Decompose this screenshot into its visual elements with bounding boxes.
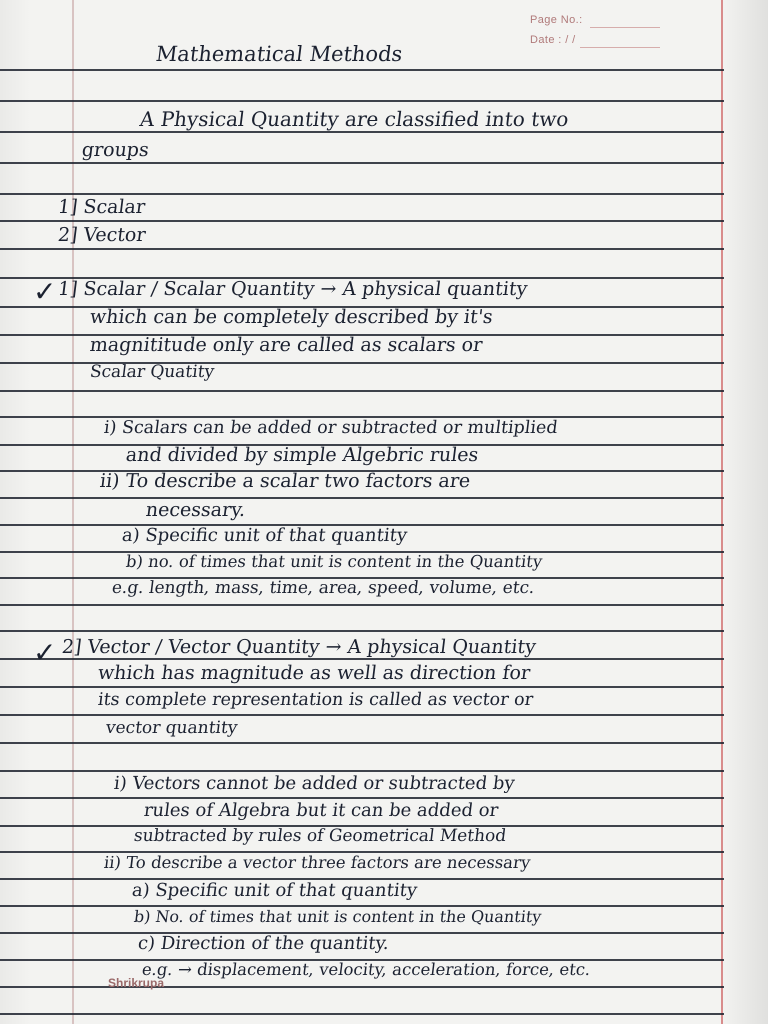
ruled-line xyxy=(0,1013,724,1015)
scalar-point-ii-line-1: ii) To describe a scalar two factors are xyxy=(98,470,472,492)
vector-definition-line-1: 2] Vector / Vector Quantity → A physical Quantity xyxy=(60,636,538,658)
check-mark-icon: ✓ xyxy=(33,636,57,669)
ruled-line xyxy=(0,193,724,195)
scalar-definition-line-2: which can be completely described by it's xyxy=(88,306,495,328)
vector-point-i-line-1: i) Vectors cannot be added or subtracted by xyxy=(112,773,516,794)
ruled-line xyxy=(0,497,724,499)
check-mark-icon: ✓ xyxy=(33,275,57,308)
ruled-line xyxy=(0,604,724,606)
scalar-point-i-line-1: i) Scalars can be added or subtracted or multiplied xyxy=(102,418,559,438)
vector-definition-line-3: its complete representation is called as vector or xyxy=(96,690,535,710)
ruled-line xyxy=(0,714,724,716)
vector-definition-line-2: which has magnitude as well as direction for xyxy=(96,662,532,684)
scalar-point-i-line-2: and divided by simple Algebric rules xyxy=(124,444,480,466)
ruled-line xyxy=(0,390,724,392)
scalar-examples: e.g. length, mass, time, area, speed, volume, etc. xyxy=(110,578,536,598)
vector-point-i-line-2: rules of Algebra but it can be added or xyxy=(142,800,500,821)
ruled-line xyxy=(0,69,724,71)
vector-definition-line-4: vector quantity xyxy=(104,718,239,738)
scalar-definition-line-3: magnititude only are called as scalars or xyxy=(88,334,484,356)
ruled-line xyxy=(0,686,724,688)
date-label: Date : / / xyxy=(530,34,576,46)
date-line xyxy=(580,47,660,48)
notebook-brand-logo: Shrikrupa xyxy=(108,976,165,990)
page-number-line xyxy=(590,27,660,28)
ruled-line xyxy=(0,248,724,250)
page-number-label: Page No.: xyxy=(530,14,583,26)
vector-point-ii-line-1: ii) To describe a vector three factors are necessary xyxy=(102,853,532,872)
text-line-scalar: 1] Scalar xyxy=(56,196,147,218)
text-line-groups: groups xyxy=(80,139,151,161)
scalar-factor-a: a) Specific unit of that quantity xyxy=(120,525,409,546)
scalar-definition-line-4: Scalar Quatity xyxy=(88,362,216,382)
text-line-intro: A Physical Quantity are classified into two xyxy=(138,107,571,131)
ruled-line xyxy=(0,100,724,102)
vector-factor-a: a) Specific unit of that quantity xyxy=(130,880,419,901)
ruled-line xyxy=(0,220,724,222)
vector-point-i-line-3: subtracted by rules of Geometrical Method xyxy=(132,826,508,846)
ruled-line xyxy=(0,162,724,164)
vector-examples: e.g. → displacement, velocity, acceleration, force, etc. xyxy=(140,960,592,979)
left-margin-line xyxy=(72,0,74,1024)
ruled-line xyxy=(0,131,724,133)
page-edge-shadow xyxy=(720,0,768,1024)
ruled-line xyxy=(0,797,724,799)
ruled-line xyxy=(0,742,724,744)
scalar-definition-line-1: 1] Scalar / Scalar Quantity → A physical quantity xyxy=(56,278,529,300)
scalar-factor-b: b) no. of times that unit is content in the Quantity xyxy=(124,552,544,571)
vector-factor-b: b) No. of times that unit is content in the Quantity xyxy=(132,907,543,926)
ruled-line xyxy=(0,658,724,660)
page-title: Mathematical Methods xyxy=(154,42,404,66)
ruled-line xyxy=(0,630,724,632)
scalar-point-ii-line-2: necessary. xyxy=(144,499,247,521)
ruled-line xyxy=(0,770,724,772)
vector-factor-c: c) Direction of the quantity. xyxy=(136,933,391,954)
text-line-vector: 2] Vector xyxy=(56,224,147,246)
